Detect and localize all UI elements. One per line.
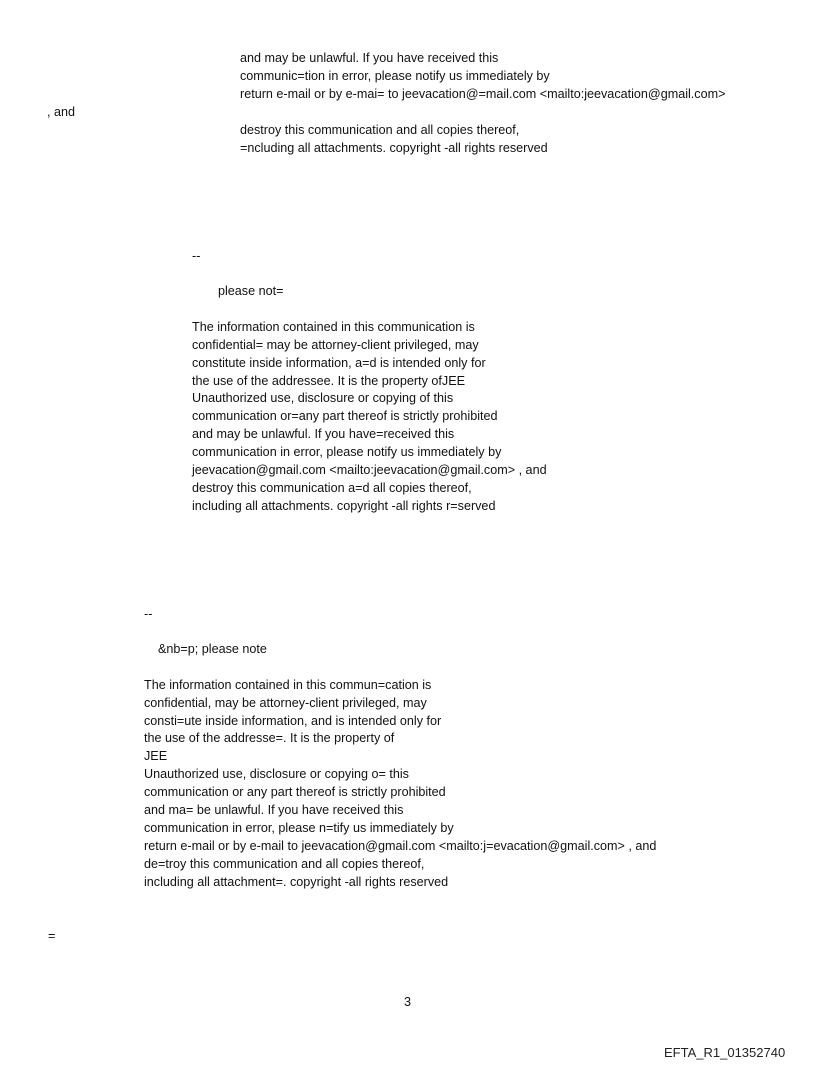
block3-line: consti=ute inside information, and is intended only for [144, 714, 442, 728]
block2-line: The information contained in this communication is [192, 320, 475, 334]
block1-line-3: return e-mail or by e-mai= to jeevacation@=mail.com <mailto:jeevacation@gmail.com> [240, 87, 726, 101]
block3-line: and ma= be unlawful. If you have received this [144, 803, 404, 817]
block1-line-5: =ncluding all attachments. copyright -all rights reserved [240, 141, 548, 155]
block3-line: de=troy this communication and all copies thereof, [144, 857, 425, 871]
block2-line: destroy this communication a=d all copies thereof, [192, 481, 472, 495]
block3-line: communication in error, please n=tify us immediately by [144, 821, 454, 835]
block3-line: JEE [144, 749, 168, 763]
block2-line: confidential= may be attorney-client privileged, may [192, 338, 479, 352]
block2-line: constitute inside information, a=d is intended only for [192, 356, 486, 370]
block2-line: jeevacation@gmail.com <mailto:jeevacation@gmail.com> , and [192, 463, 547, 477]
block1-line-4: destroy this communication and all copies thereof, [240, 123, 520, 137]
block2-line: including all attachments. copyright -all rights r=served [192, 499, 496, 513]
block3-line: the use of the addresse=. It is the property of [144, 731, 395, 745]
block2-line: communication in error, please notify us immediately by [192, 445, 502, 459]
block2-note: please not= [218, 284, 284, 298]
block2-line: and may be unlawful. If you have=received this [192, 427, 455, 441]
block3-line: Unauthorized use, disclosure or copying o= this [144, 767, 409, 781]
block2-line: the use of the addressee. It is the property ofJEE [192, 374, 466, 388]
block3-line: confidential, may be attorney-client privileged, may [144, 696, 427, 710]
trailing-equals: = [48, 929, 56, 943]
page-number: 3 [404, 995, 412, 1009]
block2-separator: -- [192, 249, 201, 263]
block1-line-1: and may be unlawful. If you have received this [240, 51, 499, 65]
document-id: EFTA_R1_01352740 [664, 1045, 786, 1060]
block3-separator: -- [144, 607, 153, 621]
block3-line: including all attachment=. copyright -all rights reserved [144, 875, 449, 889]
block3-line: return e-mail or by e-mail to jeevacation@gmail.com <mailto:j=evacation@gmail.com> , and [144, 839, 657, 853]
block2-line: Unauthorized use, disclosure or copying of this [192, 391, 454, 405]
block3-line: The information contained in this commun=cation is [144, 678, 432, 692]
block1-line-2: communic=tion in error, please notify us immediately by [240, 69, 550, 83]
block3-line: communication or any part thereof is strictly prohibited [144, 785, 446, 799]
block2-line: communication or=any part thereof is strictly prohibited [192, 409, 498, 423]
block3-note: &nb=p; please note [158, 642, 267, 656]
block1-overflow-text: , and [47, 105, 76, 119]
